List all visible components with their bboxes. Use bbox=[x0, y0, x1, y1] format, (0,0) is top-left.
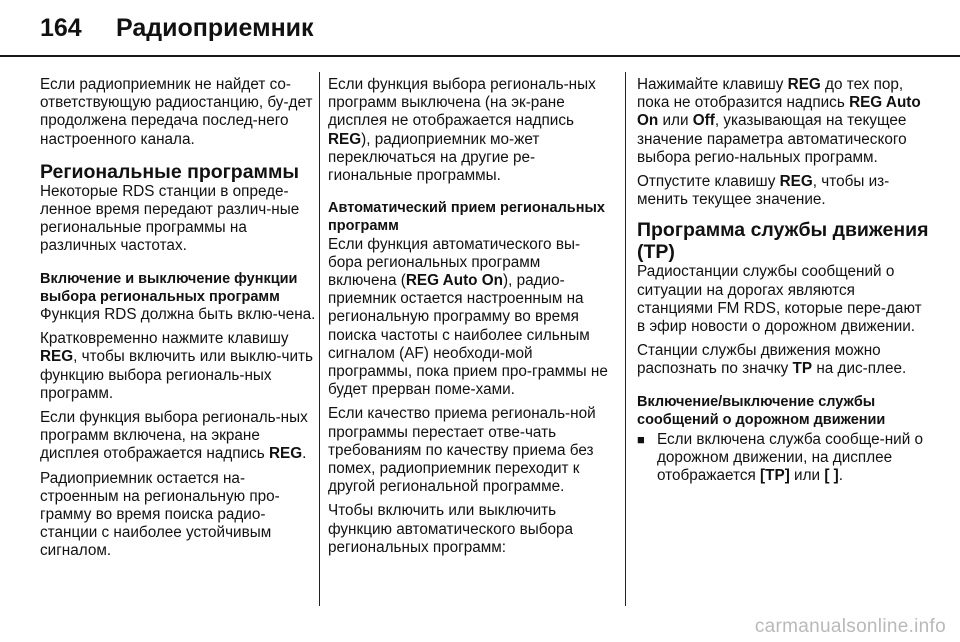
paragraph-toggle-auto: Чтобы включить или выключить функцию автоматического выбора региональных программ: bbox=[328, 502, 574, 556]
key-reg: REG bbox=[40, 348, 74, 366]
paragraph-press-until: Нажимайте клавишу REG до тех пор, пока не отобразится надпись REG Auto On или Off, указывающая на текущее значение параметра автоматического выбора регио-нальных программ. bbox=[637, 76, 921, 166]
paragraph-stays-tuned: Радиоприемник остается на-строенным на региональную про-грамму во время поиска радио-станции с наиболее устойчивым сигналом. bbox=[40, 469, 280, 560]
paragraph-quality: Если качество приема региональ-ной программы перестает отве-чать требованиям по качеству приема без помех, радиоприемник переходит к другой региональной программе. bbox=[328, 405, 596, 496]
paragraph-reg-auto-on: Если функция автоматического вы-бора региональных программ включена (REG Auto On), радио-приемник остается настроенным на региональную программу во время поиска частоты с наиболее сильным сигналом (AF) необходи-мой программы, пока прием про-граммы не будет прерван поме-хами. bbox=[328, 235, 608, 399]
paragraph-press-reg: Кратковременно нажмите клавишу REG, чтобы включить или выклю-чить функцию выбора региональ-ных программ. bbox=[40, 330, 313, 402]
paragraph-reg-display: Если функция выбора региональ-ных программ включена, на экране дисплея отображается надпись REG. bbox=[40, 409, 308, 463]
list-item-text: Если включена служба сообще-ний о дорожном движении, на дисплее отображается [TP] или [ ]. bbox=[657, 431, 924, 485]
label-tp: TP bbox=[792, 360, 813, 378]
page-number: 164 bbox=[40, 14, 82, 42]
label-reg: REG bbox=[269, 445, 303, 463]
key-reg: REG bbox=[787, 76, 821, 93]
paragraph-tp-symbol: Станции службы движения можно распознать по значку TP на дис-плее. bbox=[637, 342, 907, 378]
paragraph-release-reg: Отпустите клавишу REG, чтобы из-менить текущее значение. bbox=[637, 173, 890, 209]
header-rule bbox=[0, 55, 960, 57]
column-divider-1 bbox=[319, 72, 320, 606]
watermark: carmanualsonline.info bbox=[754, 616, 946, 637]
heading-tp-toggle: Включение/выключение службы сообщений о дорожном движении bbox=[637, 393, 886, 428]
paragraph-no-station: Если радиоприемник не найдет со-ответствующую радиостанцию, бу-дет продолжена передача послед-него настроенного канала. bbox=[40, 76, 313, 148]
label-reg-auto-on: REG Auto On bbox=[405, 272, 503, 290]
heading-regional-programs: Региональные программы bbox=[40, 160, 300, 183]
heading-traffic-program: Программа службы движения (TP) bbox=[637, 219, 929, 264]
heading-auto-regional: Автоматический прием региональных программ bbox=[328, 200, 605, 235]
paragraph-tp-stations: Радиостанции службы сообщений о ситуации на дорогах являются станциями FM RDS, которые пере-дают в эфир новости о дорожном движении. bbox=[637, 263, 922, 336]
label-tp-bracket: [TP] bbox=[760, 467, 790, 485]
key-reg: REG bbox=[779, 173, 813, 191]
bullet-icon: ■ bbox=[637, 432, 645, 448]
page-title: Радиоприемник bbox=[116, 14, 314, 42]
paragraph-regional-intro: Некоторые RDS станции в опреде-ленное время передают различ-ные региональные программы на различных частотах. bbox=[40, 182, 300, 255]
column-2 bbox=[328, 76, 612, 563]
column-divider-2 bbox=[625, 72, 626, 606]
paragraph-rds-on: Функция RDS должна быть вклю-чена. bbox=[40, 306, 316, 324]
paragraph-reg-off: Если функция выбора региональ-ных программ выключена (на эк-ране дисплея не отображается надпись REG), радиоприемник мо-жет переключаться на другие ре-гиональные программы. bbox=[328, 76, 596, 185]
heading-toggle-regional: Включение и выключение функции выбора региональных программ bbox=[40, 270, 298, 305]
column-1 bbox=[40, 76, 316, 567]
label-off: Off bbox=[692, 112, 715, 130]
column-3 bbox=[637, 76, 932, 486]
label-reg: REG bbox=[328, 130, 362, 148]
label-empty-bracket: [ ] bbox=[824, 467, 839, 485]
list-item bbox=[637, 431, 932, 486]
label-reg-auto-on: REG Auto On bbox=[637, 94, 921, 130]
